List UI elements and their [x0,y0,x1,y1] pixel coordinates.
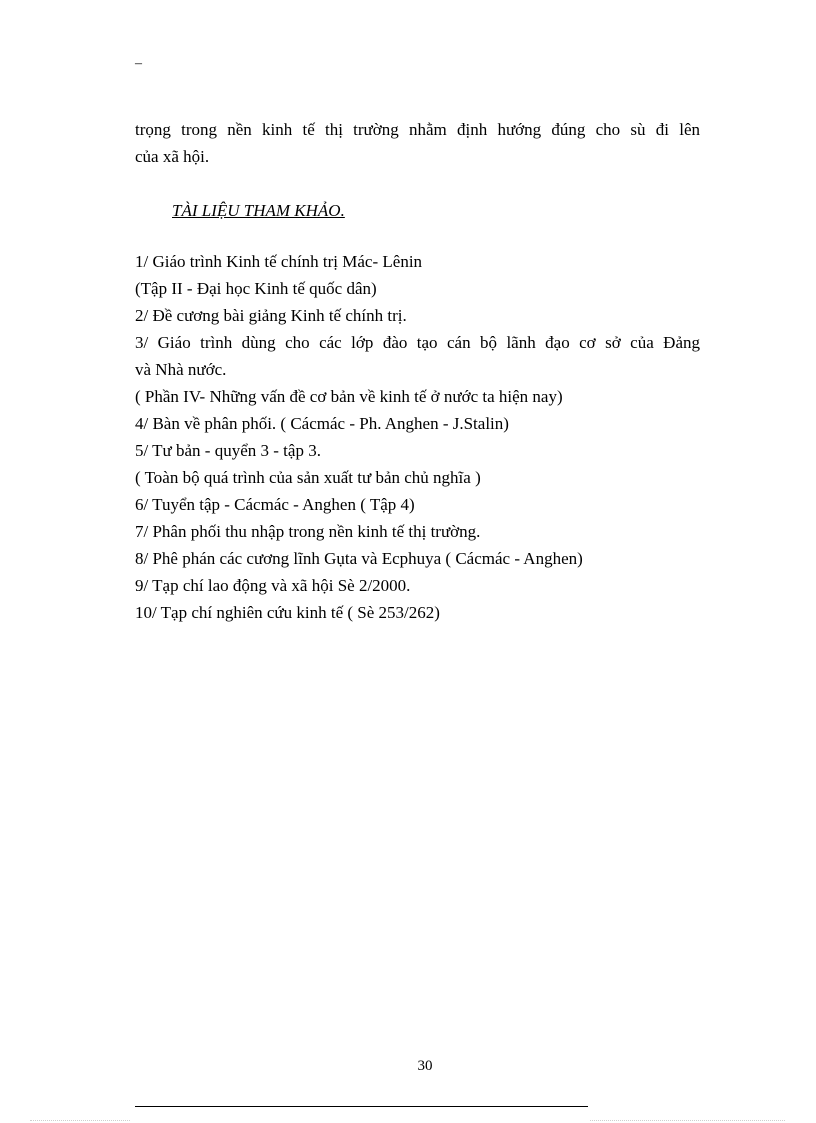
reference-line: ( Phần IV- Những vấn đề cơ bản về kinh tế ở nước ta hiện nay) [135,387,563,406]
reference-line: 9/ Tạp chí lao động và xã hội Sè 2/2000. [135,576,411,595]
intro-line-2: của xã hội. [135,147,210,166]
reference-line: (Tập II - Đại học Kinh tế quốc dân) [135,279,377,298]
page-number: 30 [417,1058,433,1074]
reference-line: 2/ Đề cương bài giảng Kinh tế chính trị. [135,306,407,325]
reference-line: 7/ Phân phối thu nhập trong nền kinh tế thị trường. [135,522,481,541]
page-edge-left [30,1120,130,1121]
intro-paragraph [135,116,700,170]
reference-line: ( Toàn bộ quá trình của sản xuất tư bản chủ nghĩa ) [135,468,481,487]
reference-line: 4/ Bàn về phân phối. ( Cácmác - Ph. Anghen - J.Stalin) [135,414,509,433]
reference-line: 1/ Giáo trình Kinh tế chính trị Mác- Lênin [135,252,423,271]
reference-line: 10/ Tạp chí nghiên cứu kinh tế ( Sè 253/262) [135,603,440,622]
intro-line-1: trọng trong nền kinh tế thị trường nhằm định hướng đúng cho sù đi lên [135,120,700,139]
references-heading: TÀI LIỆU THAM KHẢO. [172,201,345,220]
reference-line: và Nhà nước. [135,360,227,379]
page-edge-right [590,1120,785,1121]
reference-line: 3/ Giáo trình dùng cho các lớp đào tạo cán bộ lãnh đạo cơ sở của Đảng [135,333,700,352]
references-list [135,248,700,626]
reference-line: 6/ Tuyển tập - Cácmác - Anghen ( Tập 4) [135,495,415,514]
reference-line: 5/ Tư bản - quyển 3 - tập 3. [135,441,321,460]
footer-rule [135,1106,588,1107]
header-mark: – [135,56,142,71]
reference-line: 8/ Phê phán các cương lĩnh Gụta và Ecphuya ( Cácmác - Anghen) [135,549,583,568]
